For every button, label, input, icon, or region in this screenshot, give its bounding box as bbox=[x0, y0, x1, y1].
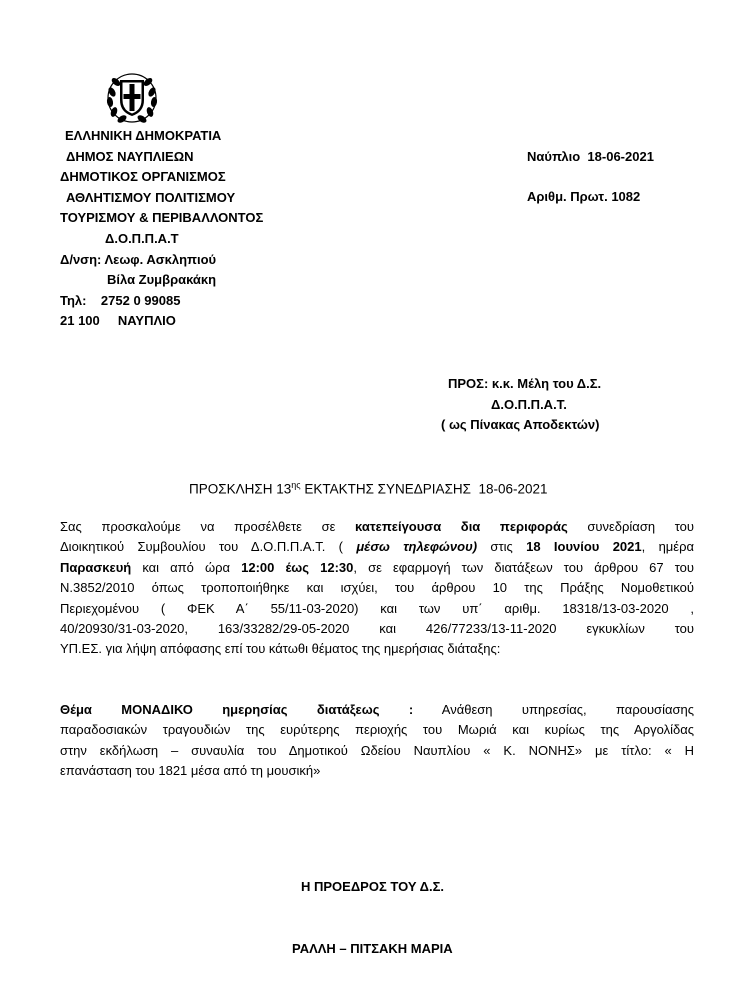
body-bold-text: μέσω τηλεφώνου) bbox=[356, 539, 478, 555]
body-line: Περιεχομένου ( ΦΕΚ Α΄ 55/11-03-2020) και των υπ΄ αριθμ. 18318/13-03-2020 , bbox=[60, 600, 694, 616]
body-line: Ν.3852/2010 όπως τροποποιήθηκε και ισχύει, του άρθρου 10 της Πράξης Νομοθετικού bbox=[60, 580, 694, 596]
sender-line: Τηλ: 2752 0 99085 bbox=[60, 292, 181, 308]
sender-line: Βίλα Ζυμβρακάκη bbox=[107, 272, 217, 288]
body-line: 40/20930/31-03-2020, 163/33282/29-05-2020 και 426/77233/13-11-2020 εγκυκλίων του bbox=[60, 621, 694, 637]
body-text: , σε εφαρμογή των διατάξεων του άρθρου 67 του bbox=[353, 559, 694, 575]
subject-text: Ανάθεση υπηρεσίας, παρουσίασης bbox=[413, 702, 694, 717]
body-bold-text: Παρασκευή bbox=[60, 559, 132, 575]
sender-line: Δ.Ο.Π.Π.Α.Τ bbox=[105, 231, 179, 246]
greek-coat-of-arms-icon bbox=[106, 70, 158, 124]
body-line bbox=[60, 517, 694, 537]
sender-line: ΔΗΜΟΤΙΚΟΣ ΟΡΓΑΝΙΣΜΟΣ bbox=[60, 169, 226, 185]
recipients-line: ΠΡΟΣ: κ.κ. Μέλη του Δ.Σ. bbox=[448, 376, 602, 391]
body-bold-text: κατεπείγουσα δια περιφοράς bbox=[355, 519, 568, 534]
body-bold-text: 12:00 έως 12:30 bbox=[241, 559, 354, 575]
body-text: Σας προσκαλούμε να προσέλθετε σε bbox=[60, 519, 356, 534]
sender-line: 21 100 ΝΑΥΠΛΙΟ bbox=[60, 313, 176, 329]
recipients-note: ( ως Πίνακας Αποδεκτών) bbox=[441, 417, 600, 432]
sender-line: ΕΛΛΗΝΙΚΗ ΔΗΜΟΚΡΑΤΙΑ bbox=[65, 128, 222, 143]
sender-line: Δ/νση: Λεωφ. Ασκληπιού bbox=[60, 251, 217, 267]
subject-line: επανάσταση του 1821 μέσα από τη μουσική» bbox=[60, 763, 321, 779]
subject-line: στην εκδήλωση – συναυλία του Δημοτικού Ωδείου Ναυπλίου « Κ. ΝΟΝΗΣ» με τίτλο: « Η bbox=[60, 742, 694, 758]
subject-paragraph bbox=[60, 700, 694, 782]
document-date: Ναύπλιο 18-06-2021 bbox=[527, 149, 654, 164]
subject-line bbox=[60, 700, 694, 720]
body-text: , ημέρα bbox=[641, 539, 694, 555]
body-line bbox=[60, 537, 694, 557]
body-line bbox=[60, 558, 694, 578]
body-text: στις bbox=[477, 539, 527, 555]
recipients-org: Δ.Ο.Π.Π.Α.Τ. bbox=[491, 397, 567, 412]
body-line: ΥΠ.ΕΣ. για λήψη απόφασης επί του κάτωθι θέματος της ημερήσιας διάταξης: bbox=[60, 641, 501, 657]
invitation-body bbox=[60, 517, 694, 660]
signature-role: Η ΠΡΟΕΔΡΟΣ ΤΟΥ Δ.Σ. bbox=[301, 879, 445, 894]
invitation-title bbox=[189, 480, 548, 497]
title-rest: ΕΚΤΑΚΤΗΣ ΣΥΝΕΔΡΙΑΣΗΣ 18-06-2021 bbox=[300, 481, 548, 497]
body-text: Διοικητικού Συμβουλίου του Δ.Ο.Π.Π.Α.Τ. ( bbox=[60, 539, 357, 555]
signature-name: ΡΑΛΛΗ – ΠΙΤΣΑΚΗ ΜΑΡΙΑ bbox=[292, 941, 453, 956]
subject-label: Θέμα ΜΟΝΑΔΙΚΟ ημερησίας διατάξεως : bbox=[60, 702, 414, 717]
title-superscript: ης bbox=[291, 480, 301, 490]
sender-line: ΤΟΥΡΙΣΜΟΥ & ΠΕΡΙΒΑΛΛΟΝΤΟΣ bbox=[60, 210, 264, 226]
subject-line: παραδοσιακών τραγουδιών της ευρύτερης περιοχής του Μωριά και κυρίως της Αργολίδας bbox=[60, 722, 694, 738]
body-text: συνεδρίαση του bbox=[567, 519, 694, 534]
body-bold-text: 18 Ιουνίου 2021 bbox=[526, 539, 642, 555]
body-text: και από ώρα bbox=[131, 559, 242, 575]
sender-line: ΑΘΛΗΤΙΣΜΟΥ ΠΟΛΙΤΙΣΜΟΥ bbox=[66, 189, 236, 205]
title-prefix: ΠΡΟΣΚΛΗΣΗ 13 bbox=[189, 481, 292, 497]
sender-line: ΔΗΜΟΣ ΝΑΥΠΛΙΕΩΝ bbox=[66, 148, 194, 164]
protocol-number: Αριθμ. Πρωτ. 1082 bbox=[527, 189, 641, 204]
